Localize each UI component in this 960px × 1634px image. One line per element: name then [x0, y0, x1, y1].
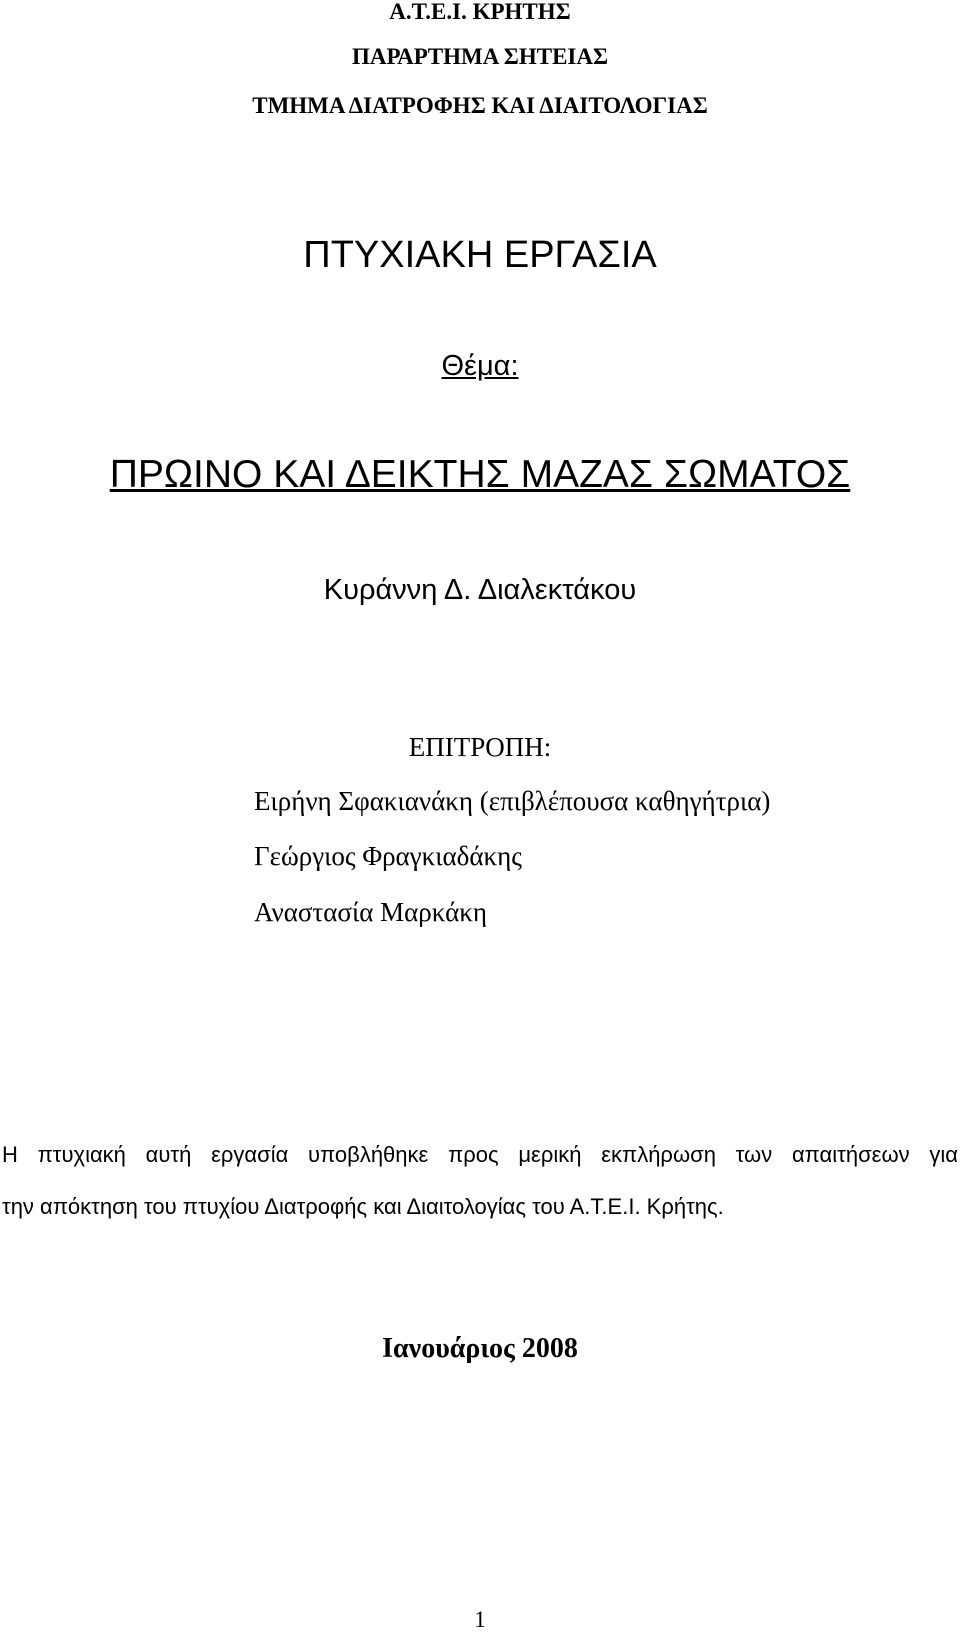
submission-statement-line-1: Η πτυχιακή αυτή εργασία υποβλήθηκε προς μερική εκπλήρωση των απαιτήσεων για: [2, 1142, 958, 1167]
committee-heading: ΕΠΙΤΡΟΠΗ:: [408, 732, 552, 762]
document-type: ΠΤΥΧΙΑΚΗ ΕΡΓΑΣΙΑ: [303, 234, 657, 276]
page-number: 1: [474, 1607, 486, 1632]
department-name: ΤΜΗΜΑ ΔΙΑΤΡΟΦΗΣ ΚΑΙ ΔΙΑΙΤΟΛΟΓΙΑΣ: [252, 93, 708, 118]
thesis-title: ΠΡΩΙΝΟ ΚΑΙ ΔΕΙΚΤΗΣ ΜΑΖΑΣ ΣΩΜΑΤΟΣ: [109, 453, 851, 496]
submission-date: Ιανουάριος 2008: [382, 1333, 578, 1364]
committee-member: Γεώργιος Φραγκιαδάκης: [254, 841, 522, 871]
committee-member: Ειρήνη Σφακιανάκη (επιβλέπουσα καθηγήτρια): [254, 786, 771, 816]
committee-member: Αναστασία Μαρκάκη: [254, 897, 487, 927]
institution-name: Α.Τ.Ε.Ι. ΚΡΗΤΗΣ: [389, 0, 571, 24]
submission-statement-line-2: την απόκτηση του πτυχίου Διατροφής και Διαιτολογίας του Α.Τ.Ε.Ι. Κρήτης.: [2, 1194, 724, 1219]
subject-label: Θέμα:: [441, 350, 519, 382]
branch-name: ΠΑΡΑΡΤΗΜΑ ΣΗΤΕΙΑΣ: [351, 44, 609, 69]
author-name: Κυράννη Δ. Διαλεκτάκου: [323, 574, 637, 606]
